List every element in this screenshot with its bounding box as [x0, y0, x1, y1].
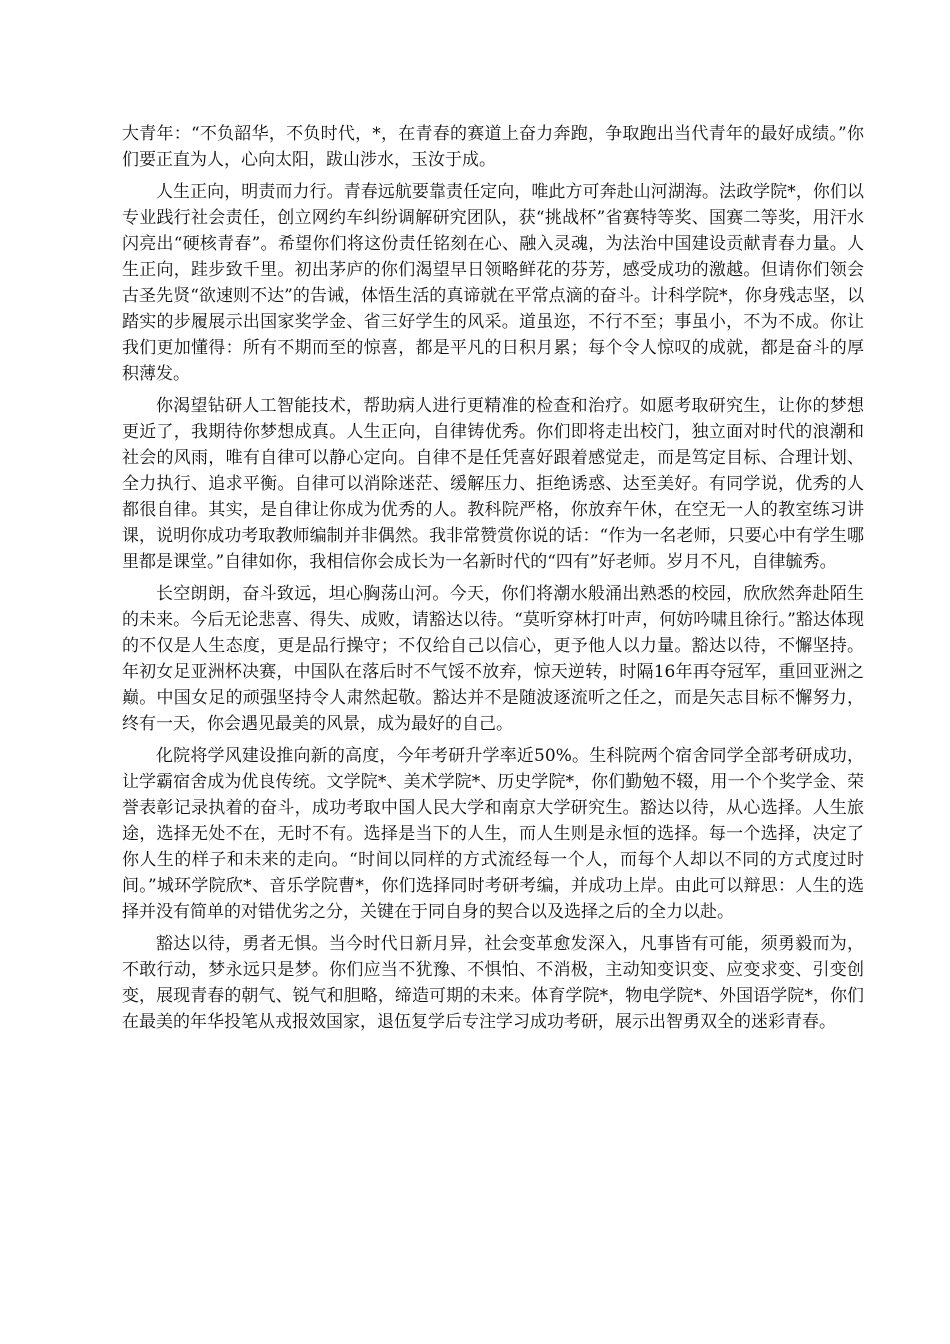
paragraph-3: 你渴望钻研人工智能技术，帮助病人进行更精准的检查和治疗。如愿考取研究生，让你的梦想更近了，我期待你梦想成真。人生正向，自律铸优秀。你们即将走出校门，独立面对时代的浪潮和社会的风雨，唯有自律可以静心定向。自律不是任凭喜好跟着感觉走，而是笃定目标、合理计划、全力执行、追求平衡。自律可以消除迷茫、缓解压力、拒绝诱惑、达至美好。有同学说，优秀的人都很自律。其实，是自律让你成为优秀的人。教科院严格，你放弃午休，在空无一人的教室练习讲课，说明你成功考取教师编制并非偶然。我非常赞赏你说的话：“作为一名老师，只要心中有学生哪里都是课堂。”自律如你，我相信你会成长为一名新时代的“四有”好老师。岁月不凡，自律毓秀。 [122, 396, 864, 572]
paragraph-5: 化院将学风建设推向新的高度，今年考研升学率近50%。生科院两个宿舍同学全部考研成功，让学霸宿舍成为优良传统。文学院*、美术学院*、历史学院*，你们勤勉不辍，用一个个奖学金、荣誉表彰记录执着的奋斗，成功考取中国人民大学和南京大学研究生。豁达以待，从心选择。人生旅途，选择无处不在，无时不有。选择是当下的人生，而人生则是永恒的选择。每一个选择，决定了你人生的样子和未来的走向。“时间以同样的方式流经每一个人，而每个人却以不同的方式度过时间。”城环学院欣*、音乐学院曹*，你们选择同时考研考编，并成功上岸。由此可以辩思：人生的选择并没有简单的对错优劣之分，关键在于同自身的契合以及选择之后的全力以赴。 [122, 746, 864, 922]
paragraph-4: 长空朗朗，奋斗致远，坦心胸荡山河。今天，你们将潮水般涌出熟悉的校园，欣欣然奔赴陌生的未来。今后无论悲喜、得失、成败，请豁达以待。“莫听穿林打叶声，何妨吟啸且徐行。”豁达体现的不仅是人生态度，更是品行操守；不仅给自己以信心，更予他人以力量。豁达以待，不懈坚持。年初女足亚洲杯决赛，中国队在落后时不气馁不放弃，惊天逆转，时隔16年再夺冠军，重回亚洲之巅。中国女足的顽强坚持令人肃然起敬。豁达并不是随波逐流听之任之，而是矢志目标不懈努力，终有一天，你会遇见最美的风景，成为最好的自己。 [122, 584, 864, 734]
document-body [122, 121, 864, 1041]
paragraph-6: 豁达以待，勇者无惧。当今时代日新月异，社会变革愈发深入，凡事皆有可能，须勇毅而为，不敢行动，梦永远只是梦。你们应当不犹豫、不惧怕、不消极，主动知变识变、应变求变、引变创变，展现青春的朝气、锐气和胆略，缔造可期的未来。体育学院*，物电学院*、外国语学院*，你们在最美的年华投笔从戎报效国家，退伍复学后专注学习成功考研，展示出智勇双全的迷彩青春。 [122, 934, 864, 1032]
paragraph-2: 人生正向，明责而力行。青春远航要靠责任定向，唯此方可奔赴山河湖海。法政学院*，你们以专业践行社会责任，创立网约车纠纷调解研究团队，获“挑战杯”省赛特等奖、国赛二等奖，用汗水闪亮出“硬核青春”。希望你们将这份责任铭刻在心、融入灵魂，为法治中国建设贡献青春力量。人生正向，跬步致千里。初出茅庐的你们渴望早日领略鲜花的芬芳，感受成功的激越。但请你们领会古圣先贤“欲速则不达”的告诫，体悟生活的真谛就在平常点滴的奋斗。计科学院*，你身残志坚，以踏实的步履展示出国家奖学金、省三好学生的风采。道虽迩，不行不至；事虽小，不为不成。你让我们更加懂得：所有不期而至的惊喜，都是平凡的日积月累；每个令人惊叹的成就，都是奋斗的厚积薄发。 [122, 182, 864, 384]
paragraph-1: 大青年：“不负韶华，不负时代，*，在青春的赛道上奋力奔跑，争取跑出当代青年的最好成绩。”你们要正直为人，心向太阳，跋山涉水，玉汝于成。 [122, 124, 864, 170]
